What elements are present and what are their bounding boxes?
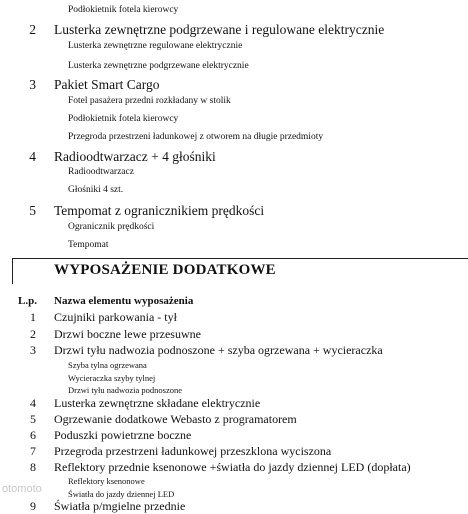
extra-subitem: Wycieraczka szyby tylnej [68,373,156,383]
extra-item-number: 4 [30,396,36,410]
extra-item-number: 3 [30,343,36,357]
std-subitem: Lusterka zewnętrzne podgrzewane elektrycznie [68,61,249,71]
extra-item-name: Reflektory przednie ksenonowe +światła do jazdy dziennej LED (dopłata) [54,460,411,474]
column-header-name: Nazwa elementu wyposażenia [54,295,194,307]
std-item-number: 2 [29,22,36,37]
extra-item-number: 9 [30,499,36,513]
std-subitem: Przegroda przestrzeni ładunkowej z otworem na długie przedmioty [68,132,324,142]
std-item-name: Pakiet Smart Cargo [54,77,160,92]
extra-item-name: Poduszki powietrzne boczne [54,428,192,442]
std-subitem: Radioodtwarzacz [68,167,134,177]
std-subitem: Tempomat [68,240,109,250]
std-item-number: 4 [29,149,36,164]
extra-item-number: 5 [30,412,36,426]
extra-item-name: Drzwi boczne lewe przesuwne [54,327,201,341]
extra-subitem: Reflektory ksenonowe [68,476,145,486]
extra-subitem: Światła do jazdy dziennej LED [68,489,175,499]
std-subitem: Fotel pasażera przedni rozkładany w stolik [68,96,231,106]
extra-item-number: 1 [30,310,36,324]
extra-item-number: 6 [30,428,36,442]
std-item-number: 5 [29,203,36,218]
column-header-lp: L.p. [18,295,37,307]
extra-item-name: Ogrzewanie dodatkowe Webasto z programatorem [54,412,297,426]
extra-item-name: Światła p/mgielne przednie [54,499,186,513]
extra-item-number: 8 [30,460,36,474]
extra-item-number: 2 [30,327,36,341]
std-item-number: 3 [29,77,36,92]
std-subitem: Podłokietnik fotela kierowcy [68,114,179,124]
extra-item-name: Czujniki parkowania - tył [54,310,177,324]
std-subitem: Głośniki 4 szt. [68,185,124,195]
extra-subitem: Szyba tylna ogrzewana [68,360,147,370]
extra-item-name: Przegroda przestrzeni ładunkowej przeszklona wyciszona [54,444,332,458]
std-item-name: Tempomat z ogranicznikiem prędkości [54,203,265,218]
std-subitem: Podłokietnik fotela kierowcy [68,5,179,15]
std-subitem: Lusterka zewnętrzne regulowane elektrycznie [68,41,243,51]
section-title: WYPOSAŻENIE DODATKOWE [54,262,276,278]
extra-item-name: Lusterka zewnętrzne składane elektrycznie [54,396,261,410]
watermark-logo: otomoto [2,483,42,495]
std-item-name: Lusterka zewnętrzne podgrzewane i regulowane elektrycznie [54,22,385,37]
extra-subitem: Drzwi tyłu nadwozia podnoszone [68,385,183,395]
extra-item-name: Drzwi tyłu nadwozia podnoszone + szyba ogrzewana + wycieraczka [54,343,383,357]
extra-item-number: 7 [30,444,36,458]
std-item-name: Radioodtwarzacz + 4 głośniki [54,149,216,164]
std-subitem: Ogranicznik prędkości [68,222,155,232]
